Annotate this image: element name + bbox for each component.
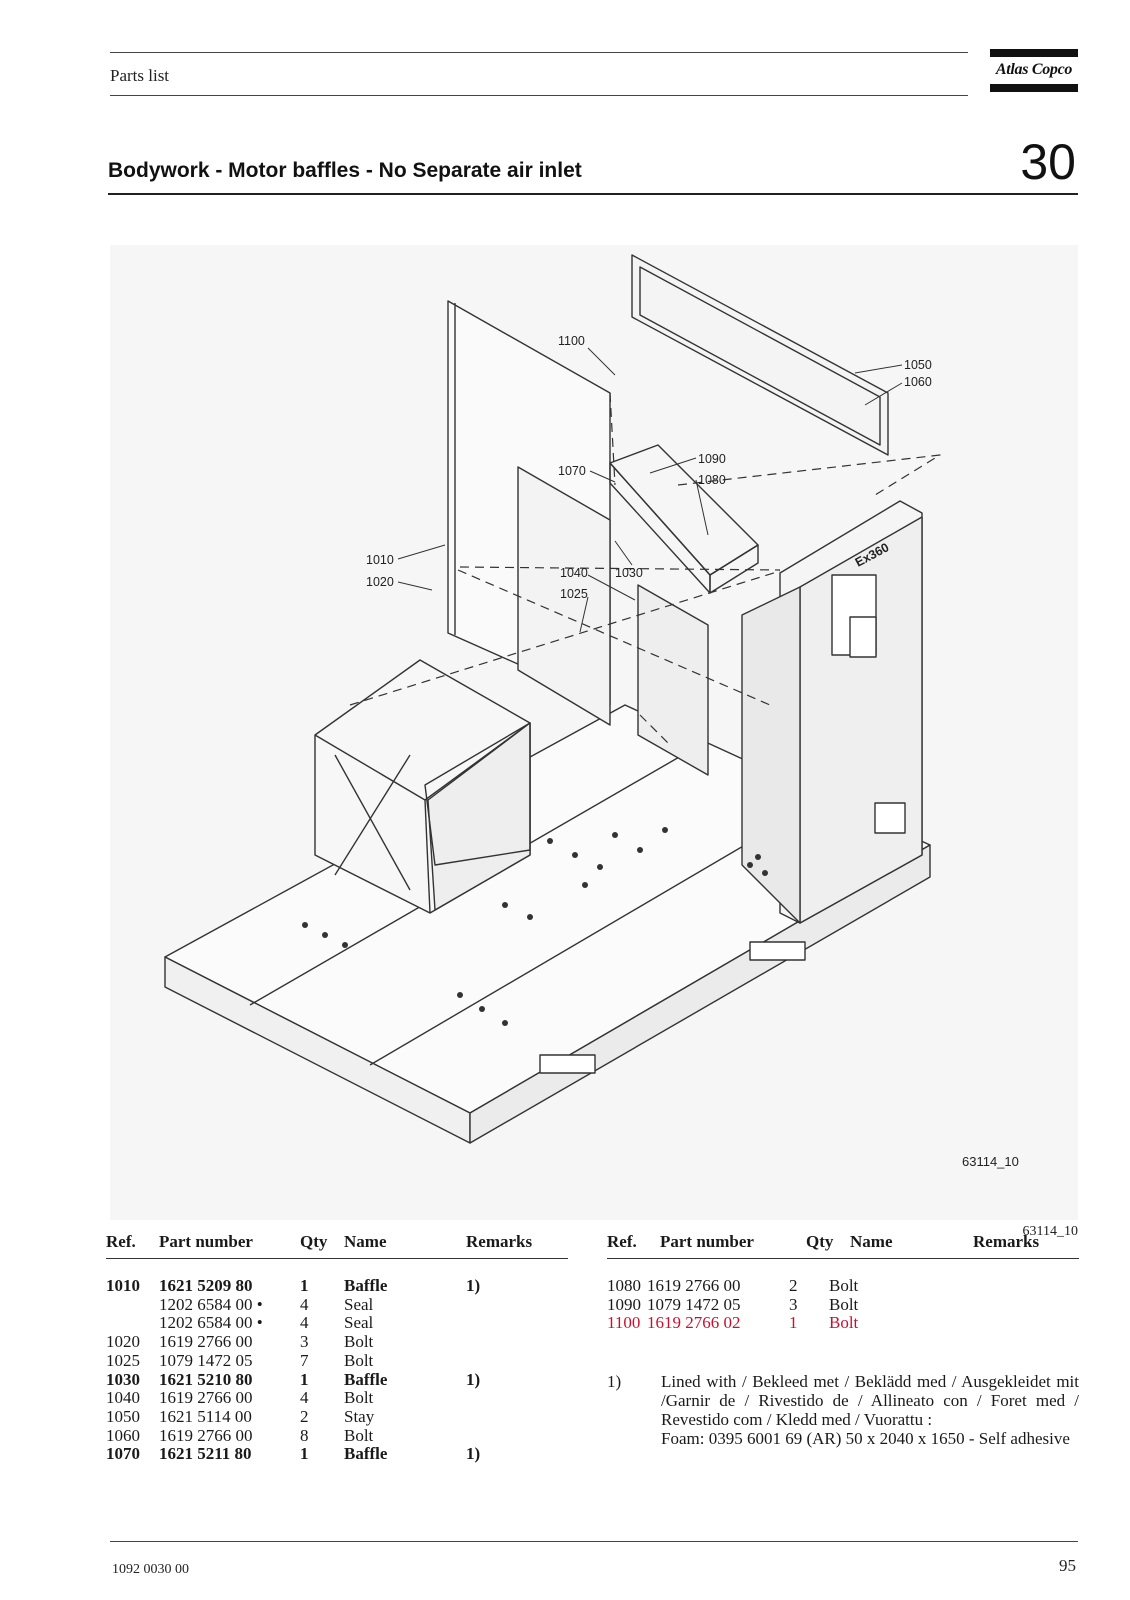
cell-name: Bolt <box>829 1313 859 1333</box>
footnote-line-1: Lined with / Bekleed met / Beklädd med / Ausgekleidet mit /Garnir de / Rivestido de / Allineato con / Foret med / Revestido com / Kledd med / Vuorattu : <box>661 1372 1079 1429</box>
cell-name: Baffle <box>344 1369 388 1389</box>
title-rule <box>108 193 1078 195</box>
cell-part: 1619 2766 02 <box>647 1313 741 1333</box>
cell-name: Bolt <box>344 1388 374 1408</box>
callout-1060: 1060 <box>904 375 932 389</box>
cell-ref: 1060 <box>106 1425 140 1445</box>
cell-name: Baffle <box>344 1444 388 1464</box>
cell-ref: 1010 <box>106 1276 140 1295</box>
footnote-marker: 1) <box>607 1372 622 1391</box>
cell-part: 1619 2766 00 <box>159 1425 253 1445</box>
cell-ref: 1040 <box>106 1388 140 1408</box>
cell-qty: 1 <box>300 1369 309 1389</box>
callout-1025: 1025 <box>560 587 588 601</box>
cell-part: 1621 5211 80 <box>159 1444 252 1464</box>
parts-table-left <box>106 1232 568 1472</box>
col-header-part: Part number <box>159 1232 253 1251</box>
cell-name: Bolt <box>829 1294 859 1314</box>
callout-1010: 1010 <box>366 553 394 567</box>
cell-name: Bolt <box>344 1332 374 1352</box>
doc-number: 1092 0030 00 <box>112 1562 189 1577</box>
callout-1080: 1080 <box>698 473 726 487</box>
brand-logo <box>990 49 1078 93</box>
cell-qty: 8 <box>300 1425 309 1445</box>
cell-name: Seal <box>344 1313 374 1333</box>
cell-qty: 1 <box>789 1313 798 1333</box>
cell-qty: 4 <box>300 1313 309 1333</box>
parts-table-right <box>607 1232 1079 1332</box>
section-number: 30 <box>1020 134 1076 190</box>
cell-part: 1202 6584 00 • <box>159 1294 263 1314</box>
cell-part: 1079 1472 05 <box>647 1294 741 1314</box>
col-header-ref: Ref. <box>106 1232 136 1251</box>
cell-remarks: 1) <box>466 1444 481 1464</box>
cell-part: 1621 5114 00 <box>159 1406 252 1426</box>
exploded-drawing <box>110 245 1078 1220</box>
drawing-reference: 63114_10 <box>1022 1224 1078 1239</box>
callout-1050: 1050 <box>904 358 932 372</box>
table-header-rule <box>106 1258 568 1259</box>
col-header-name: Name <box>850 1232 893 1251</box>
page-title: Bodywork - Motor baffles - No Separate air inlet <box>108 159 582 182</box>
col-header-name: Name <box>344 1232 387 1251</box>
stay-1050 <box>632 255 888 455</box>
table-header-rule <box>607 1258 1079 1259</box>
cell-ref: 1050 <box>106 1406 140 1426</box>
cell-remarks: 1) <box>466 1369 481 1389</box>
cell-ref: 1030 <box>106 1369 140 1389</box>
footnote-line-2: Foam: 0395 6001 69 (AR) 50 x 2040 x 1650 - Self adhesive <box>661 1429 1070 1448</box>
cell-name: Stay <box>344 1406 375 1426</box>
cell-ref: 1070 <box>106 1444 140 1464</box>
cell-remarks: 1) <box>466 1276 481 1295</box>
cell-qty: 4 <box>300 1388 309 1408</box>
cell-name: Bolt <box>829 1276 859 1295</box>
cell-part: 1621 5209 80 <box>159 1276 253 1295</box>
cell-ref: 1025 <box>106 1350 140 1370</box>
header-bottom-rule <box>110 95 968 96</box>
callout-1020: 1020 <box>366 575 394 589</box>
callout-1040: 1040 <box>560 566 588 580</box>
header-label: Parts list <box>110 66 170 85</box>
cell-part: 1619 2766 00 <box>159 1332 253 1352</box>
cell-ref: 1020 <box>106 1332 140 1352</box>
cell-part: 1079 1472 05 <box>159 1350 253 1370</box>
cell-qty: 2 <box>789 1276 798 1295</box>
col-header-ref: Ref. <box>607 1232 637 1251</box>
cell-qty: 2 <box>300 1406 309 1426</box>
page-number: 95 <box>1059 1556 1076 1575</box>
header-top-rule <box>110 52 968 53</box>
logo-wordmark: Atlas Copco <box>995 61 1073 78</box>
cell-name: Bolt <box>344 1350 374 1370</box>
col-header-remarks: Remarks <box>466 1232 533 1251</box>
callout-1100: 1100 <box>558 334 585 348</box>
cell-part: 1619 2766 00 <box>159 1388 253 1408</box>
cell-ref: 1080 <box>607 1276 641 1295</box>
right-side-panel <box>742 501 922 923</box>
drawing-reference-inner: 63114_10 <box>962 1154 1019 1169</box>
cell-name: Baffle <box>344 1276 388 1295</box>
col-header-remarks: Remarks <box>973 1232 1040 1251</box>
col-header-qty: Qty <box>300 1232 328 1251</box>
cell-qty: 1 <box>300 1276 309 1295</box>
cell-qty: 1 <box>300 1444 309 1464</box>
callout-1030: 1030 <box>615 566 643 580</box>
logo-bar-bottom <box>990 84 1078 92</box>
cell-qty: 7 <box>300 1350 309 1370</box>
panel-label: Ex360 <box>852 540 892 570</box>
callout-1070: 1070 <box>558 464 586 478</box>
footer-rule <box>110 1541 1078 1542</box>
cell-name: Bolt <box>344 1425 374 1445</box>
callout-1090: 1090 <box>698 452 726 466</box>
cell-part: 1202 6584 00 • <box>159 1313 263 1333</box>
logo-bar-top <box>990 49 1078 57</box>
col-header-qty: Qty <box>806 1232 834 1251</box>
col-header-part: Part number <box>660 1232 754 1251</box>
footnote-text <box>661 1372 1079 1448</box>
cell-ref: 1090 <box>607 1294 641 1314</box>
cell-part: 1619 2766 00 <box>647 1276 741 1295</box>
cell-qty: 3 <box>789 1294 798 1314</box>
cell-ref: 1100 <box>607 1313 641 1333</box>
cell-name: Seal <box>344 1294 374 1314</box>
cell-qty: 4 <box>300 1294 309 1314</box>
cell-part: 1621 5210 80 <box>159 1369 253 1389</box>
cell-qty: 3 <box>300 1332 309 1352</box>
